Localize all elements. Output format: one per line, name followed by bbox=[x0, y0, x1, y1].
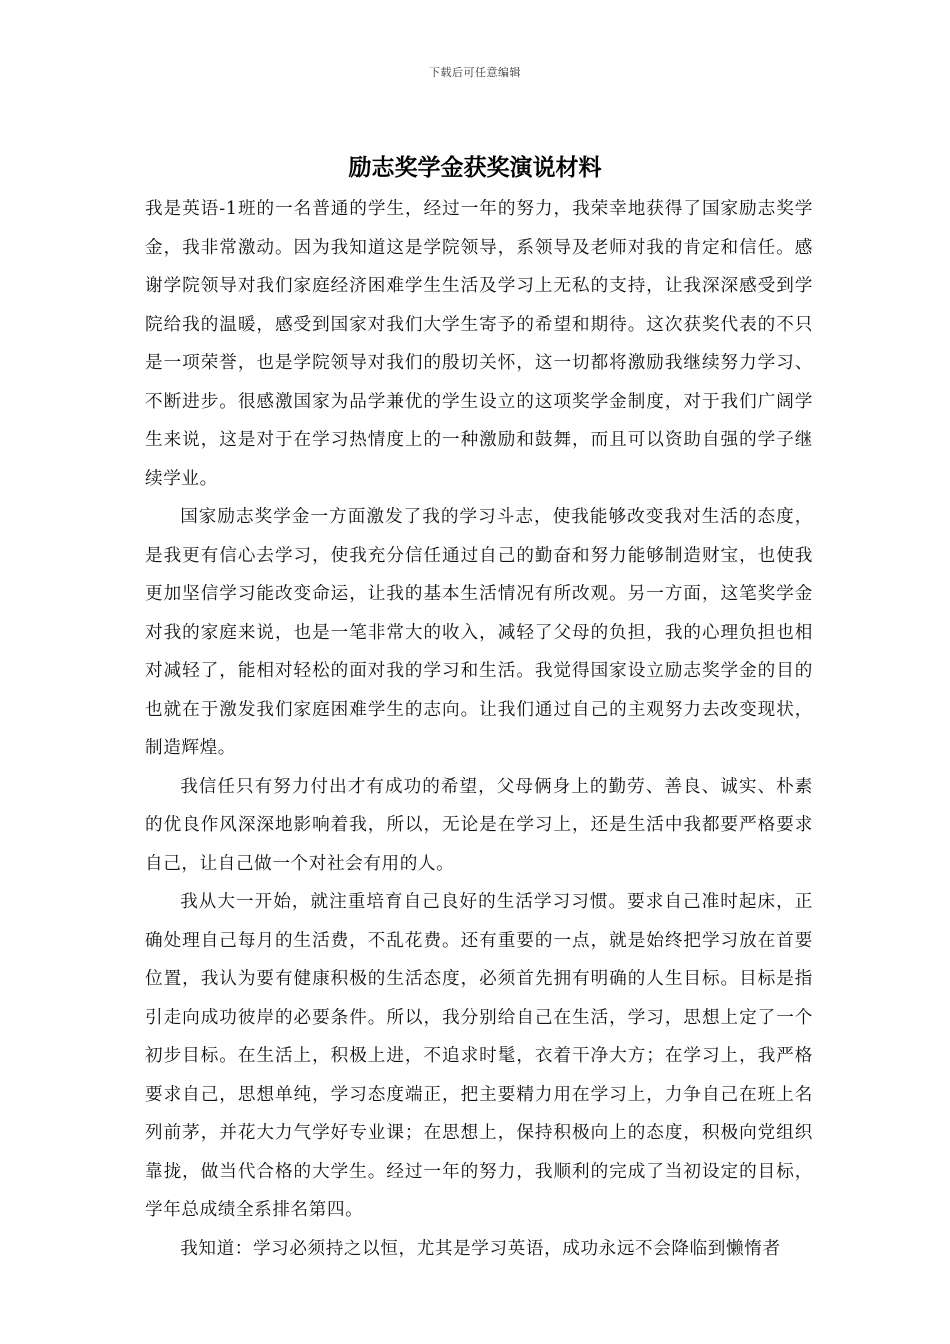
paragraph-4: 我从大一开始，就注重培育自己良好的生活学习习惯。要求自己准时起床，正确处理自己每月的生活费，不乱花费。还有重要的一点，就是始终把学习放在首要位置，我认为要有健康积极的生活态度，必须首先拥有明确的人生目标。目标是指引走向成功彼岸的必要条件。所以，我分别给自己在生活，学习，思想上定了一个初步目标。在生活上，积极上进，不追求时髦，衣着干净大方；在学习上，我严格要求自己，思想单纯，学习态度端正，把主要精力用在学习上，力争自己在班上名列前茅，并花大力气学好专业课；在思想上，保持积极向上的态度，积极向党组织靠拢，做当代合格的大学生。经过一年的努力，我顺利的完成了当初设定的目标，学年总成绩全系排名第四。 bbox=[145, 892, 813, 1220]
paragraph-5: 我知道：学习必须持之以恒，尤其是学习英语，成功永远不会降临到懒惰者 bbox=[180, 1238, 781, 1259]
paragraph-2: 国家励志奖学金一方面激发了我的学习斗志，使我能够改变我对生活的态度，是我更有信心去学习，使我充分信任通过自己的勤奋和努力能够制造财宝，也使我更加坚信学习能改变命运，让我的基本生活情况有所改观。另一方面，这笔奖学金对我的家庭来说，也是一笔非常大的收入，减轻了父母的负担，我的心理负担也相对减轻了，能相对轻松的面对我的学习和生活。我觉得国家设立励志奖学金的目的也就在于激发我们家庭困难学生的志向。让我们通过自己的主观努力去改变现状，制造辉煌。 bbox=[145, 507, 813, 758]
document-body bbox=[145, 190, 813, 1268]
paragraph-3: 我信任只有努力付出才有成功的希望，父母俩身上的勤劳、善良、诚实、朴素的优良作风深深地影响着我，所以，无论是在学习上，还是生活中我都要严格要求自己，让自己做一个对社会有用的人。 bbox=[145, 776, 813, 874]
header-note: 下载后可任意编辑 bbox=[429, 66, 521, 79]
paragraph-1: 我是英语-1班的一名普通的学生，经过一年的努力，我荣幸地获得了国家励志奖学金，我非常激动。因为我知道这是学院领导，系领导及老师对我的肯定和信任。感谢学院领导对我们家庭经济困难学生生活及学习上无私的支持，让我深深感受到学院给我的温暖，感受到国家对我们大学生寄予的希望和期待。这次获奖代表的不只是一项荣誉，也是学院领导对我们的殷切关怀，这一切都将激励我继续努力学习、不断进步。很感激国家为品学兼优的学生设立的这项奖学金制度，对于我们广阔学生来说，这是对于在学习热情度上的一种激励和鼓舞，而且可以资助自强的学子继续学业。 bbox=[145, 199, 813, 489]
document-title: 励志奖学金获奖演说材料 bbox=[348, 154, 602, 181]
